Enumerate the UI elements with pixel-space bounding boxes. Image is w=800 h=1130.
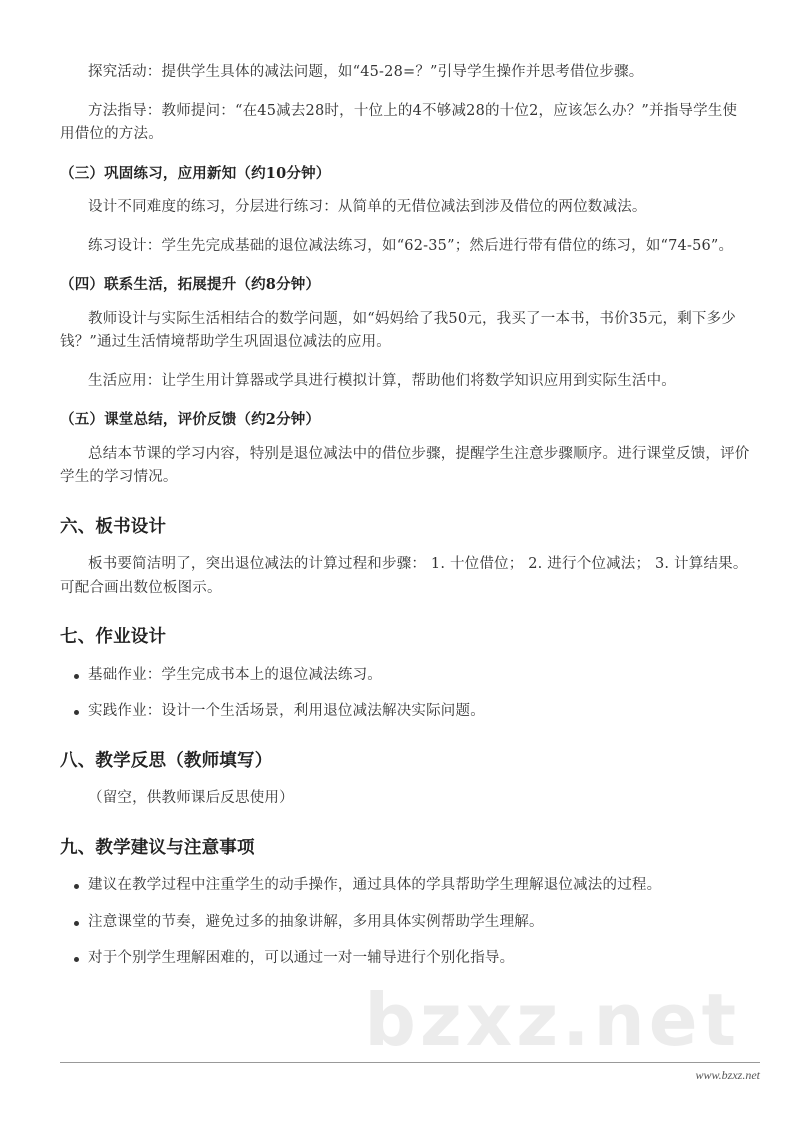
list-item <box>60 911 750 935</box>
watermark: bzxz.net <box>364 977 740 1062</box>
paragraph-explore: 探究活动：提供学生具体的减法问题，如“45-28=？”引导学生操作并思考借位步骤。 <box>88 64 644 80</box>
paragraph-practice-1: 设计不同难度的练习，分层进行练习：从简单的无借位减法到涉及借位的两位数减法。 <box>88 199 647 215</box>
list-item <box>60 700 750 724</box>
list-item-text: 基础作业：学生完成书本上的退位减法练习。 <box>88 666 382 683</box>
heading-summary: （五）课堂总结，评价反馈（约2分钟） <box>60 411 321 428</box>
list-item-text: 对于个别学生理解困难的，可以通过一对一辅导进行个别化指导。 <box>88 950 515 966</box>
heading-board-design: 六、板书设计 <box>60 516 167 537</box>
bullet-icon <box>74 710 79 715</box>
list-item <box>60 664 750 688</box>
heading-practice: （三）巩固练习，应用新知（约10分钟） <box>60 164 331 182</box>
heading-life: （四）联系生活，拓展提升（约8分钟） <box>60 276 321 293</box>
heading-suggestions: 九、教学建议与注意事项 <box>60 837 255 858</box>
paragraph-practice-2: 练习设计：学生先完成基础的退位减法练习，如“62-35”；然后进行带有借位的练习，如“74-56”。 <box>88 237 734 254</box>
paragraph-board-design: 板书要简洁明了，突出退位减法的计算过程和步骤： 1. 十位借位； 2. 进行个位减法； 3. 计算结果。可配合画出数位板图示。 <box>60 556 748 596</box>
bullet-icon <box>74 884 79 889</box>
paragraph-summary: 总结本节课的学习内容，特别是退位减法中的借位步骤，提醒学生注意步骤顺序。进行课堂反馈，评价学生的学习情况。 <box>60 445 750 485</box>
paragraph-life-2: 生活应用：让学生用计算器或学具进行模拟计算，帮助他们将数学知识应用到实际生活中。 <box>88 372 676 389</box>
list-item-text: 实践作业：设计一个生活场景，利用退位减法解决实际问题。 <box>88 703 485 719</box>
heading-reflection: 八、教学反思（教师填写） <box>60 750 273 771</box>
paragraph-reflection: （留空，供教师课后反思使用） <box>88 790 294 806</box>
list-item <box>60 947 750 971</box>
footer-divider <box>60 1062 760 1063</box>
bullet-icon <box>74 921 79 926</box>
bullet-icon <box>74 957 79 962</box>
list-item <box>60 874 750 898</box>
heading-homework: 七、作业设计 <box>60 627 167 647</box>
bullet-icon <box>74 674 79 679</box>
list-item-text: 注意课堂的节奏，避免过多的抽象讲解，多用具体实例帮助学生理解。 <box>88 913 544 930</box>
footer-url: www.bzxz.net <box>695 1067 760 1082</box>
homework-list <box>60 664 750 724</box>
paragraph-life-1: 教师设计与实际生活相结合的数学问题，如“妈妈给了我50元，我买了一本书，书价35元，剩下多少钱？”通过生活情境帮助学生巩固退位减法的应用。 <box>60 310 737 350</box>
suggestions-list <box>60 874 750 971</box>
list-item-text: 建议在教学过程中注重学生的动手操作，通过具体的学具帮助学生理解退位减法的过程。 <box>88 877 662 893</box>
paragraph-method: 方法指导：教师提问：“在45减去28时，十位上的4不够减28的十位2，应该怎么办？”并指导学生使用借位的方法。 <box>60 102 738 142</box>
